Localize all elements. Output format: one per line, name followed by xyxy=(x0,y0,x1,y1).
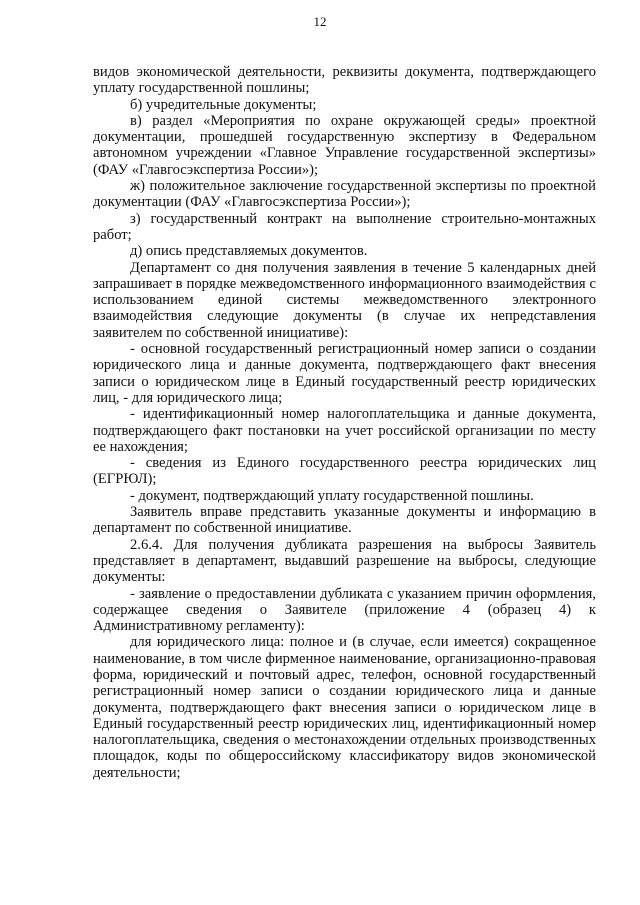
dash-item-fee: - документ, подтверждающий уплату государственной пошлины. xyxy=(130,487,534,504)
list-item-zh: ж) положительное заключение государственной экспертизы по проектной документации (ФАУ «Главгосэкспертиза России»); xyxy=(93,178,596,211)
dash-item-egrul: - сведения из Единого государственного реестра юридических лиц (ЕГРЮЛ); xyxy=(93,455,596,488)
paragraph-department-requests: Департамент со дня получения заявления в течение 5 календарных дней запрашивает в порядке межведомственного информационного взаимодействия с использованием единой системы межведомственного электронного взаимодействия следующие документы (в случае их непредставления заявителем по собственной инициативе): xyxy=(93,259,596,341)
dash-item-application: - заявление о предоставлении дубликата с указанием причин оформления, содержащее сведения о Заявителе (приложение 4 (образец 4) к Административному регламенту): xyxy=(93,585,596,635)
dash-item-inn: - идентификационный номер налогоплательщика и данные документа, подтверждающего факт постановки на учет российской организации по месту ее нахождения; xyxy=(93,406,596,455)
document-body xyxy=(93,64,596,781)
list-item-z: з) государственный контракт на выполнение строительно-монтажных работ; xyxy=(93,210,596,243)
paragraph-section-2-6-4: 2.6.4. Для получения дубликата разрешения на выбросы Заявитель представляет в департамент, выдавший разрешение на выбросы, следующие документы: xyxy=(93,536,596,586)
paragraph-continuation: видов экономической деятельности, реквизиты документа, подтверждающего уплату государственной пошлины; xyxy=(93,64,596,97)
list-item-v: в) раздел «Мероприятия по охране окружающей среды» проектной документации, прошедшей государственную экспертизу в Федеральном автономном учреждении «Главное Управление государственной экспертизы» (ФАУ «Главгосэкспертиза России»); xyxy=(93,112,596,178)
paragraph-applicant-right: Заявитель вправе представить указанные документы и информацию в департамент по собственной инициативе. xyxy=(93,504,596,537)
dash-item-ogrn: - основной государственный регистрационный номер записи о создании юридического лица и данные документа, подтверждающего факт внесения записи о юридическом лице в Единый государственный реестр юридических лиц, - для юридического лица; xyxy=(93,341,596,406)
list-item-d: д) опись представляемых документов. xyxy=(130,243,368,260)
page-number: 12 xyxy=(313,14,327,29)
list-item-b: б) учредительные документы; xyxy=(130,96,317,113)
paragraph-legal-entity: для юридического лица: полное и (в случае, если имеется) сокращенное наименование, в том числе фирменное наименование, организационно-правовая форма, юридический и почтовый адрес, телефон, основной государственный регистрационный номер записи о создании юридического лица и данные документа, подтверждающего факт внесения записи о юридическом лице в Единый государственный реестр юридических лиц, идентификационный номер налогоплательщика, сведения о местонахождении отдельных производственных площадок, коды по общероссийскому классификатору видов экономической деятельности; xyxy=(93,634,596,781)
